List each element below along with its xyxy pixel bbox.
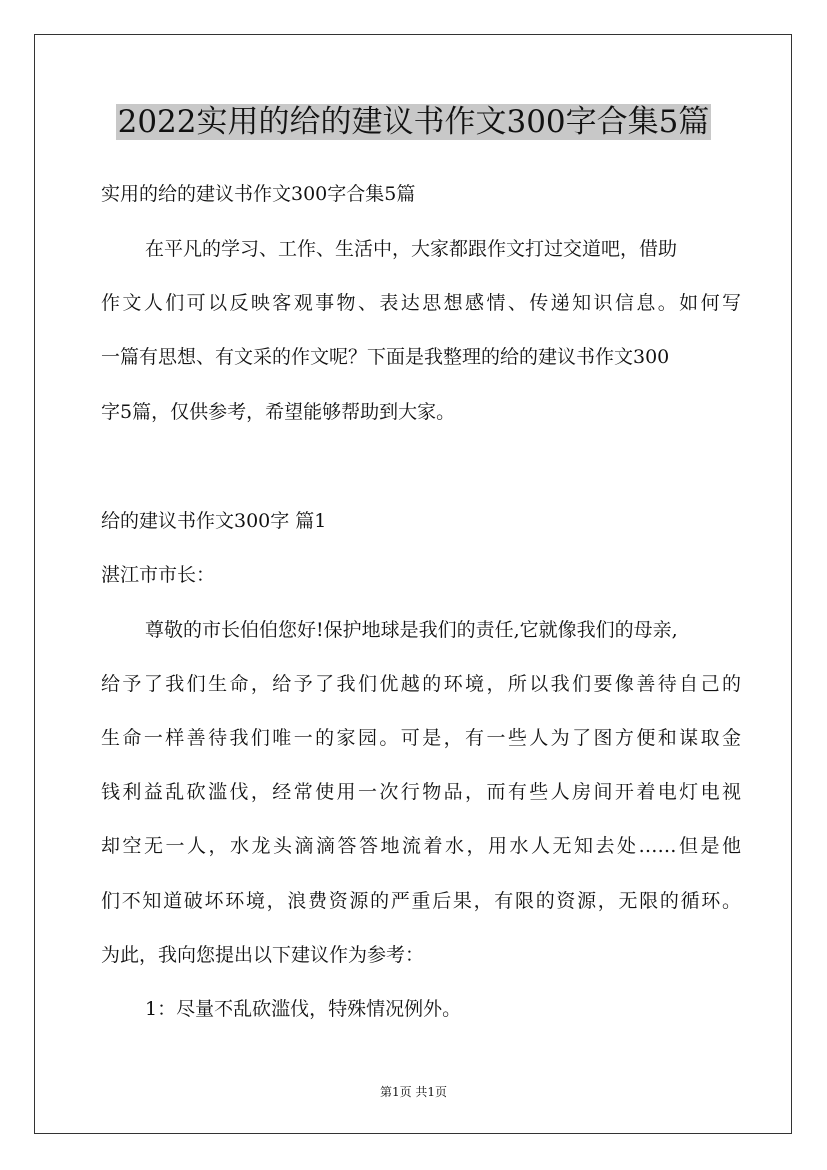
section-heading: 给的建议书作文300字 篇1 [101,510,327,532]
body-line-5: 却空无一人，水龙头滴滴答答地流着水，用水人无知去处……但是他 [101,835,741,857]
body-line-1: 尊敬的市长伯伯您好!保护地球是我们的责任,它就像我们的母亲, [145,619,678,641]
body-line-6: 们不知道破坏环境，浪费资源的严重后果，有限的资源，无限的循环。 [101,890,741,912]
body-line-7: 为此，我向您提出以下建议作为参考： [101,944,425,966]
intro-line-2: 作文人们可以反映客观事物、表达思想感情、传递知识信息。如何写 [101,292,741,314]
document-title-text: 2022实用的给的建议书作文300字合集5篇 [117,104,710,140]
body-line-4: 钱利益乱砍滥伐，经常使用一次行物品，而有些人房间开着电灯电视 [101,781,741,803]
intro-line-3: 一篇有思想、有文采的作文呢？下面是我整理的给的建议书作文300 [101,346,670,368]
intro-line-4: 字5篇，仅供参考，希望能够帮助到大家。 [101,401,456,423]
body-line-2: 给予了我们生命，给予了我们优越的环境，所以我们要像善待自己的 [101,673,741,695]
document-title [0,100,827,144]
document-subtitle: 实用的给的建议书作文300字合集5篇 [101,183,416,205]
intro-line-1: 在平凡的学习、工作、生活中，大家都跟作文打过交道吧，借助 [145,238,678,260]
salutation: 湛江市市长： [101,564,216,586]
page-footer: 第1页 共1页 [379,1085,448,1099]
suggestion-item-1: 1：尽量不乱砍滥伐，特殊情况例外。 [145,998,462,1020]
body-line-3: 生命一样善待我们唯一的家园。可是，有一些人为了图方便和谋取金 [101,727,741,749]
